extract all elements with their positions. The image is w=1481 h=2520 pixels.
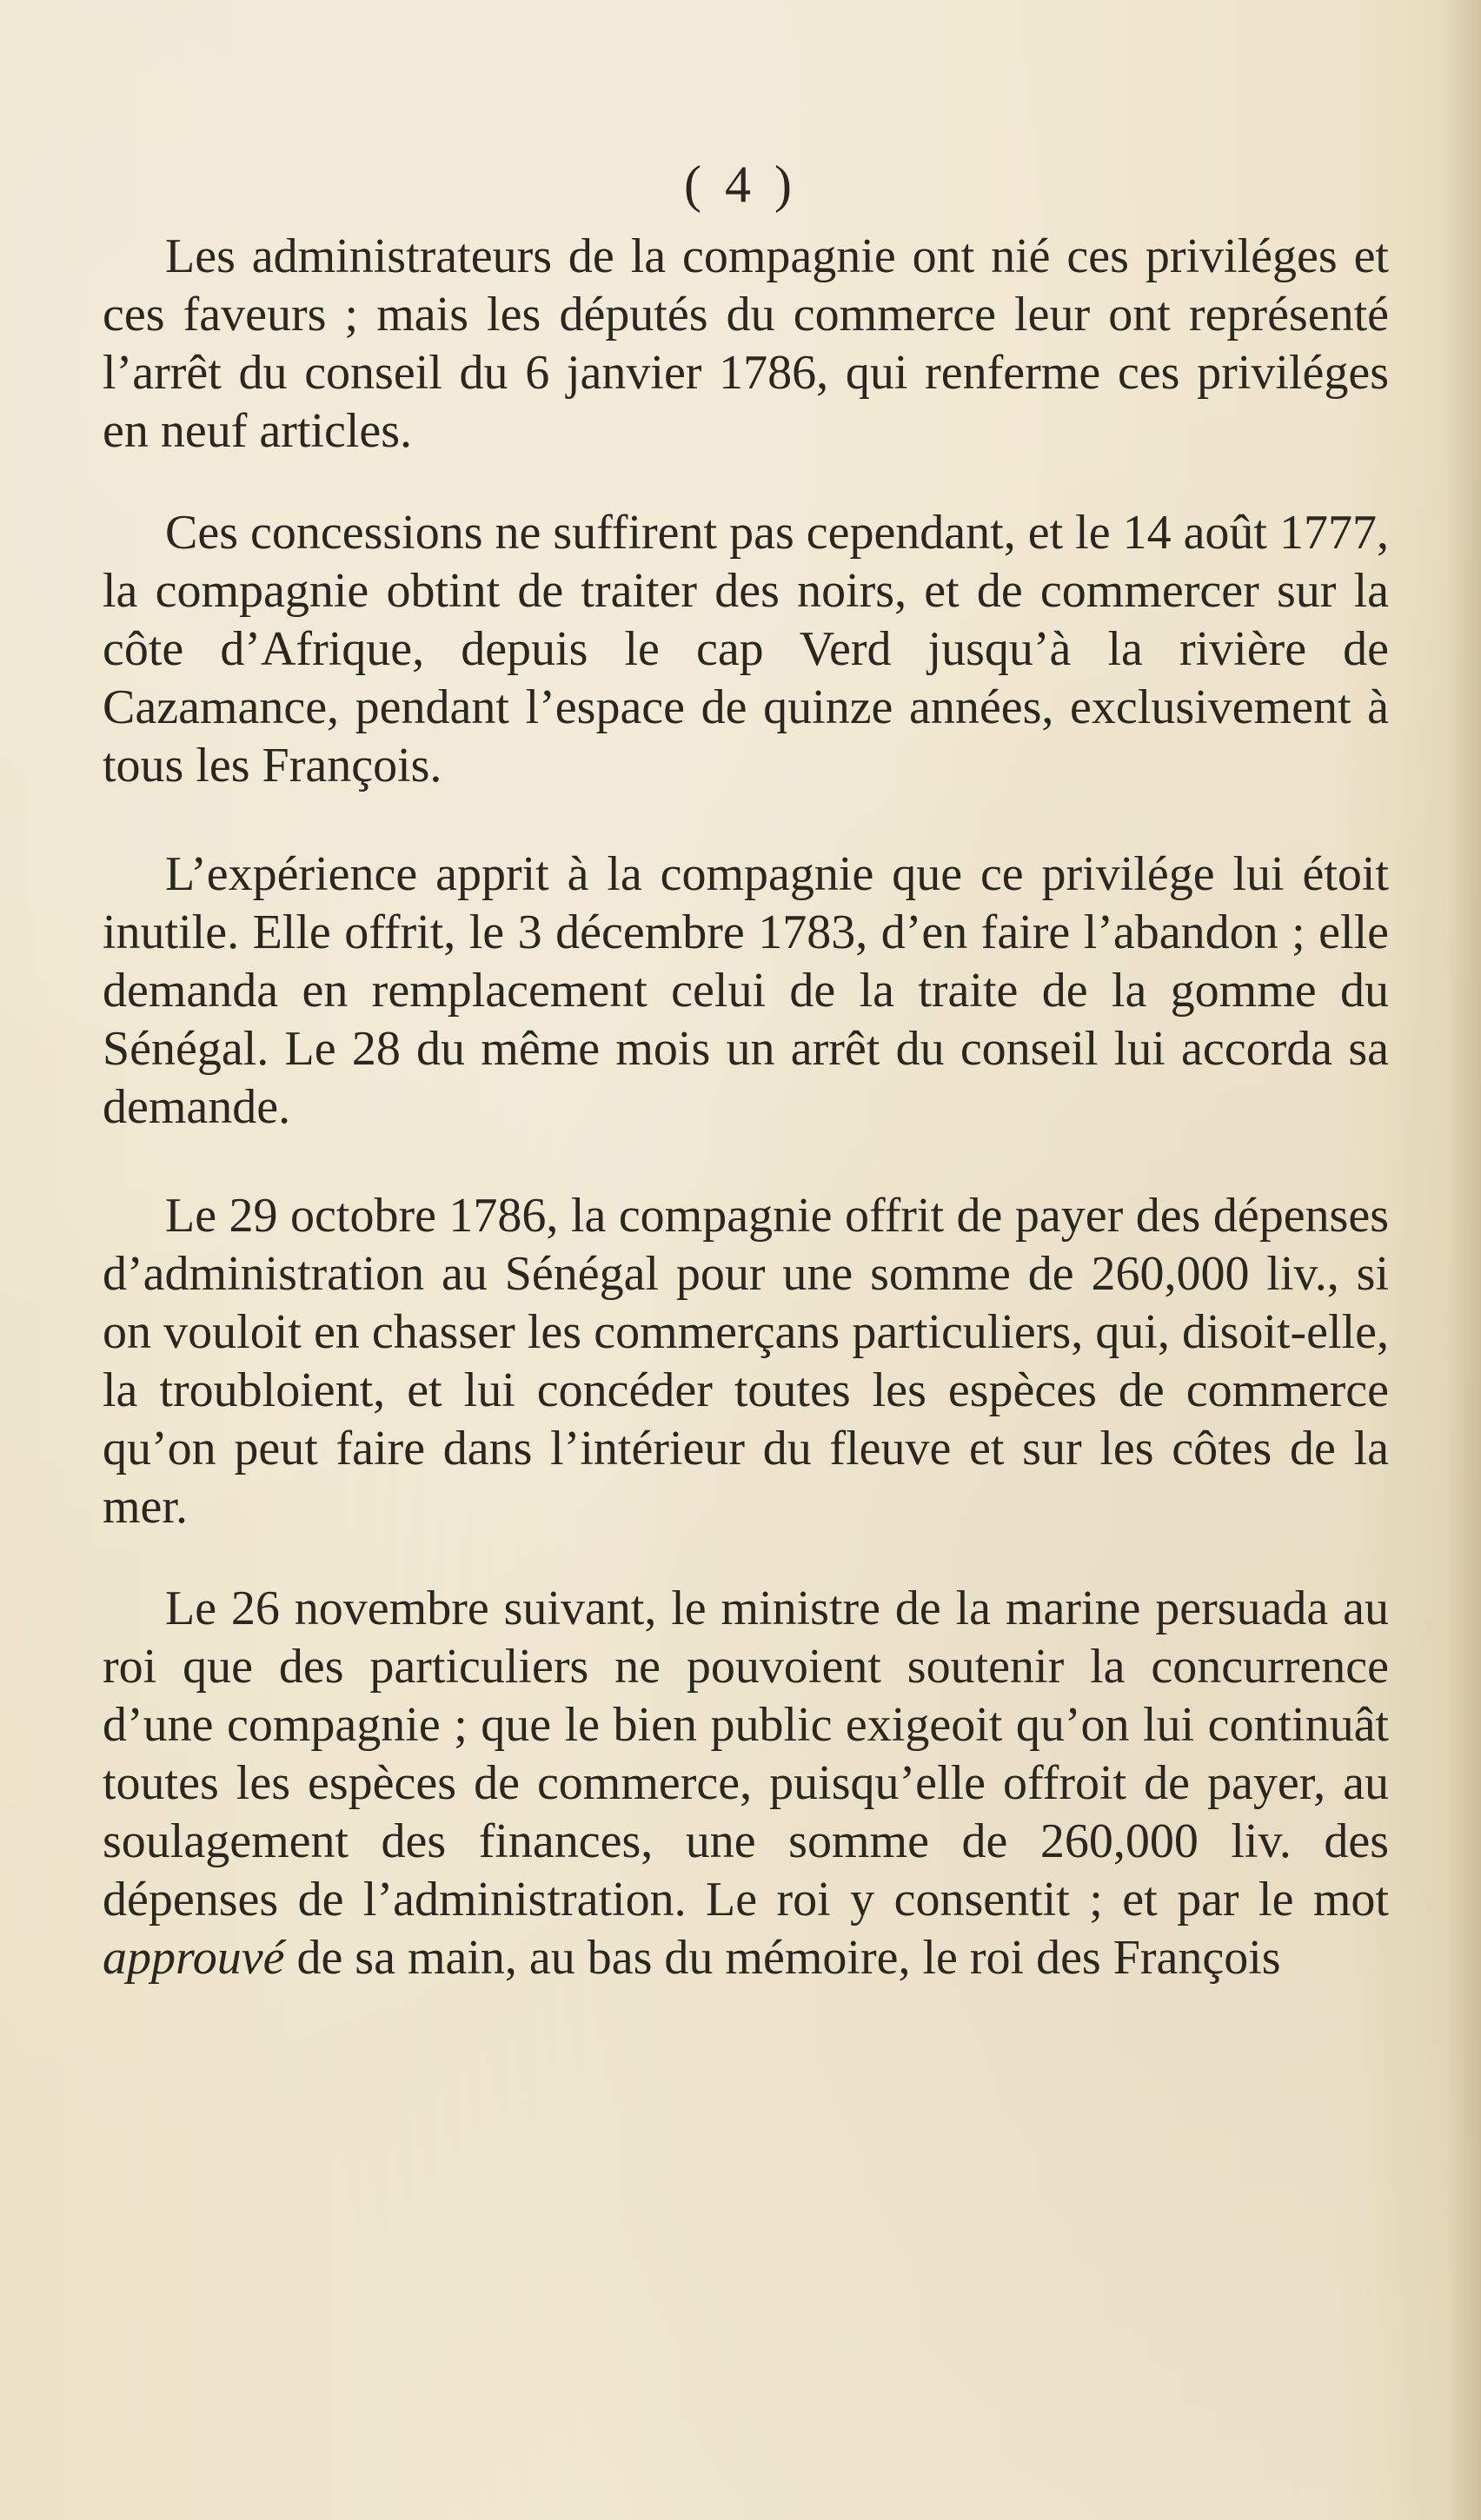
paragraph-4: Le 29 octobre 1786, la compagnie offrit de payer des dépenses d’administration au Sénégal pour une somme de 260,000 liv., si on vouloit en chasser les commerçans particuliers, qui, disoit-elle, la troubloient, et lui concéder toutes les espèces de commerce qu’on peut faire dans l’intérieur du fleuve et sur les côtes de la mer. xyxy=(103,1189,1389,1534)
paragraph-3: L’expérience apprit à la compagnie que ce privilége lui étoit inutile. Elle offrit, le 3 décembre 1783, d’en faire l’abandon ; elle demanda en remplacement celui de la traite de la gomme du Sénégal. Le 28 du même mois un arrêt du conseil lui accorda sa demande. xyxy=(103,847,1389,1134)
paragraph-5-text-after: de sa main, au bas du mémoire, le roi des François xyxy=(284,1931,1281,1985)
paragraph-5-emphasis: approuvé xyxy=(103,1931,285,1985)
page-number: ( 4 ) xyxy=(684,156,797,213)
paragraph-5-text-before: Le 26 novembre suivant, le ministre de la marine persuada au roi que des particuliers ne pouvoient soutenir la concurrence d’une compagnie ; que le bien public exigeoit qu’on lui continuât toutes les espèces de commerce, puisqu’elle offroit de payer, au soulagement des finances, une somme de 260,000 liv. des dépenses de l’administration. Le roi y consentit ; et par le mot xyxy=(103,1582,1389,1926)
paragraph-1: Les administrateurs de la compagnie ont nié ces priviléges et ces faveurs ; mais les députés du commerce leur ont représenté l’arrêt du conseil du 6 janvier 1786, qui renferme ces priviléges en neuf articles. xyxy=(103,229,1389,458)
body-text xyxy=(103,228,1389,2031)
paragraph-5 xyxy=(103,1580,1389,1987)
paragraph-2: Ces concessions ne suffirent pas cependant, et le 14 août 1777, la compagnie obtint de traiter des noirs, et de commercer sur la côte d’Afrique, depuis le cap Verd jusqu’à la rivière de Cazamance, pendant l’espace de quinze années, exclusivement à tous les François. xyxy=(103,506,1389,792)
page-edge-shadow xyxy=(1446,0,1481,2520)
